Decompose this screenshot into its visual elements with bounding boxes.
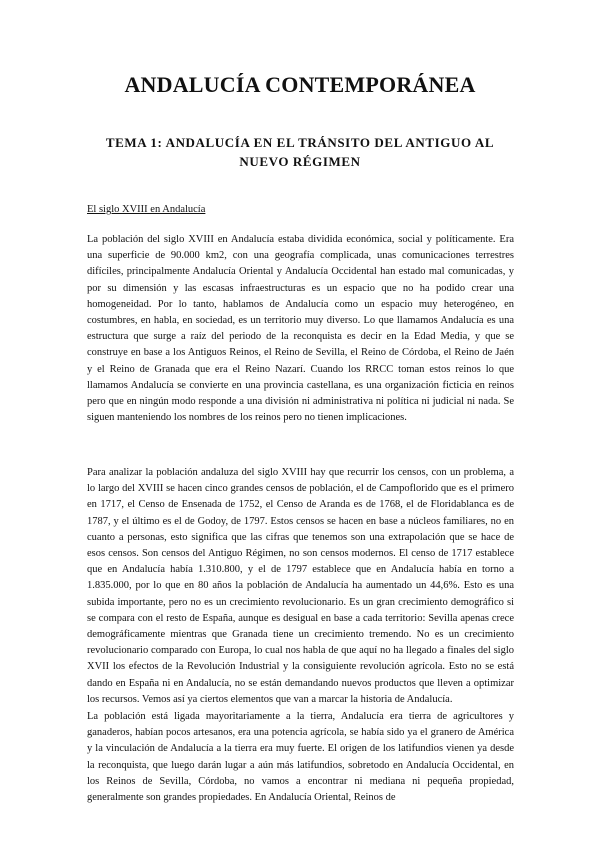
paragraph-1: La población del siglo XVIII en Andalucía estaba dividida económica, social y políticamente. Era una superficie de 90.000 km2, con una geografía complicada, unas comunicaciones terrestres difíciles, principalmente Andalucía Oriental y Andalucía Occidental han estado mal comunicadas, y por su dimensión y las escasas infraestructuras es un espacio que no ha podido crear una homogeneidad. Por lo tanto, hablamos de Andalucía como un espacio muy heterogéneo, en costumbres, en habla, en sociedad, es un territorio muy diverso. Lo que llamamos Andalucía es una estructura que surge a raíz del periodo de la reconquista es decir en la Edad Media, y que se construye en base a los Antiguos Reinos, el Reino de Sevilla, el Reino de Córdoba, el Reino de Jaén y el Reino de Granada que era el Reino Nazarí. Cuando los RRCC toman estos reinos lo que llamamos Andalucía se convierte en una provincia castellana, es una organización ficticia en reinos pero que en ningún modo responde a una división ni administrativa ni política ni judicial ni nada. Se siguen manteniendo los nombres de los reinos pero no tienen implicaciones. [87, 234, 514, 424]
document-title: ANDALUCÍA CONTEMPORÁNEA [124, 72, 476, 97]
paragraph-3: La población está ligada mayoritariamente a la tierra, Andalucía era tierra de agricultores y ganaderos, habían pocos artesanos, era una potencia agrícola, se había sido ya el granero de América y la vinculación de Andalucía a la tierra era muy fuerte. El origen de los latifundios vienen ya desde la reconquista, que luego darán lugar a aún más latifundios, sobretodo en Andalucía Occidental, en los Reinos de Sevilla, Córdoba, no vamos a encontrar ni mediana ni pequeña propiedad, generalmente son grandes propiedades. En Andalucía Oriental, Reinos de [87, 711, 514, 804]
topic-title: TEMA 1: ANDALUCÍA EN EL TRÁNSITO DEL ANTIGUO AL NUEVO RÉGIMEN [105, 135, 495, 169]
section-heading: El siglo XVIII en Andalucía [87, 204, 206, 215]
paragraph-2: Para analizar la población andaluza del siglo XVIII hay que recurrir los censos, con un problema, a lo largo del XVIII se hacen cinco grandes censos de población, el de Campoflorido que es el primero en 1717, el Censo de Ensenada de 1752, el Censo de Aranda es de 1768, el de Floridablanca es de 1787, y el último es el de Godoy, de 1797. Estos censos se hacen en base a núcleos familiares, no en cuanto a personas, esto significa que las cifras que tenemos son una extrapolación que se hace de esos censos. Son censos del Antiguo Régimen, no son censos modernos. El censo de 1717 establece que en Andalucía había 1.310.800, y el de 1797 establece que en Andalucía había en torno a 1.835.000, por lo que en 80 años la población de Andalucía ha aumentado un 44,6%. Esto es una subida importante, pero no es un crecimiento revolucionario. Es un gran crecimiento demográfico si se compara con el resto de España, aunque es desigual en base a cada territorio: Sevilla apenas crece demográficamente mientras que Granada tiene un crecimiento tremendo. No es un crecimiento revolucionario comparado con Europa, lo cual nos habla de que aquí no ha llegado a finales del siglo XVII los efectos de la Revolución Industrial y la consiguiente revolución agrícola. Esto no se está dando en España ni en Andalucía, no se están demandando nuevos productos que lleven a optimizar los recursos. Vemos así ya ciertos elementos que van a marcar la historia de Andalucía. [87, 467, 514, 705]
